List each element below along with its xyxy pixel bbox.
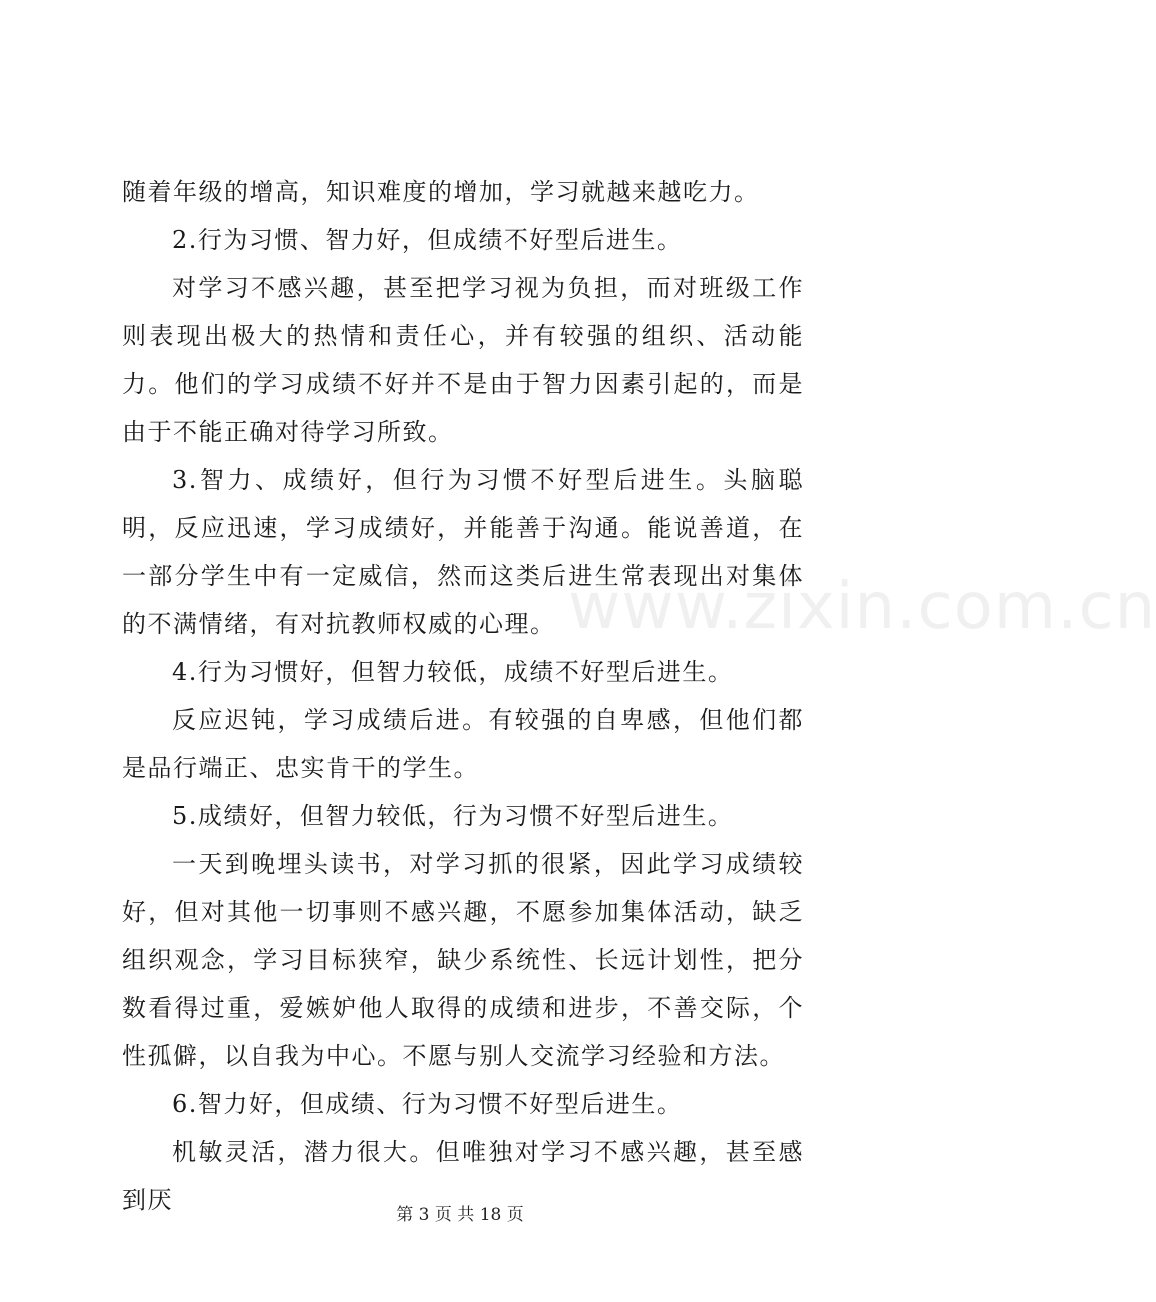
paragraph-8: 一天到晚埋头读书，对学习抓的很紧，因此学习成绩较好，但对其他一切事则不感兴趣，不愿参加集体活动，缺乏组织观念，学习目标狭窄，缺少系统性、长远计划性，把分数看得过重，爱嫉妒他人取得的成绩和进步，不善交际，个性孤僻，以自我为中心。不愿与别人交流学习经验和方法。	[122, 850, 804, 1070]
paragraph-9-heading: 6.智力好，但成绩、行为习惯不好型后进生。	[172, 1090, 683, 1118]
watermark: www.zixin.com.cn	[568, 570, 1156, 644]
paragraph-5-heading: 4.行为习惯好，但智力较低，成绩不好型后进生。	[172, 658, 734, 686]
body-text	[122, 168, 804, 1224]
paragraph-6: 反应迟钝，学习成绩后进。有较强的自卑感，但他们都是品行端正、忠实肯干的学生。	[122, 706, 804, 782]
paragraph-7-heading: 5.成绩好，但智力较低，行为习惯不好型后进生。	[172, 802, 734, 830]
paragraph-1: 随着年级的增高，知识难度的增加，学习就越来越吃力。	[122, 178, 760, 206]
paragraph-4: 3.智力、成绩好，但行为习惯不好型后进生。头脑聪明，反应迅速，学习成绩好，并能善于沟通。能说善道，在一部分学生中有一定威信，然而这类后进生常表现出对集体的不满情绪，有对抗教师权威的心理。	[122, 466, 804, 638]
page-number-footer: 第 3 页 共 18 页	[396, 1205, 524, 1225]
paragraph-10: 机敏灵活，潜力很大。但唯独对学习不感兴趣，甚至感到厌	[122, 1138, 804, 1214]
paragraph-2-heading: 2.行为习惯、智力好，但成绩不好型后进生。	[172, 226, 683, 254]
paragraph-3: 对学习不感兴趣，甚至把学习视为负担，而对班级工作则表现出极大的热情和责任心，并有较强的组织、活动能力。他们的学习成绩不好并不是由于智力因素引起的，而是由于不能正确对待学习所致。	[122, 274, 804, 446]
